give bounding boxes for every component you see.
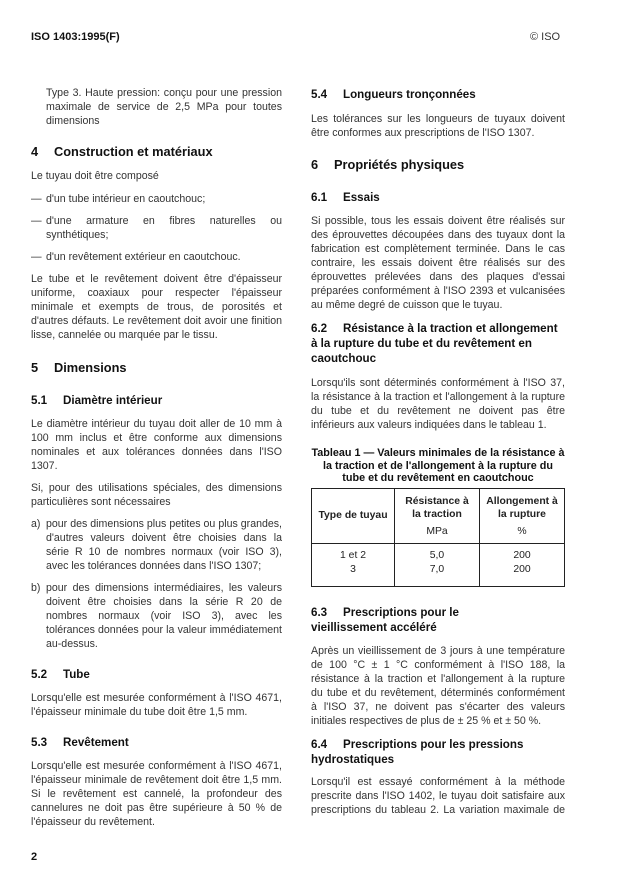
column-header [312,488,395,543]
section-4-paragraph: Le tube et le revêtement doivent être d'épaisseur uniforme, coaxiaux pour respecter l'épaisseur minimale et exempts de trous, de porosités et d'autres défauts. Le revêtement doit avoir une finition lisse, cannelée ou marquée par le tissu. [31,273,282,341]
section-5-1-paragraph-1: Le diamètre intérieur du tuyau doit aller de 10 mm à 100 mm inclus et être conforme aux dimensions nominales et aux tolérances données dans l'ISO 1307. [31,418,282,472]
dash-marker: — [31,193,42,205]
dash-marker: — [31,251,42,263]
copyright-notice: © ISO [530,31,561,43]
table-cell: 200 [480,563,565,587]
section-4-intro: Le tuyau doit être composé [31,170,159,182]
table-cell: 5,0 [395,543,480,563]
table-1-caption: Tableau 1 — Valeurs minimales de la résistance à la traction et de l'allongement à la rupture du tube et du revêtement en caoutchouc [311,447,565,484]
section-5-1-paragraph-2: Si, pour des utilisations spéciales, des dimensions particulières sont nécessaires [31,482,282,508]
section-5-2-paragraph: Lorsqu'elle est mesurée conformément à l'ISO 4671, l'épaisseur minimale du tube doit être 1,5 mm. [31,692,282,718]
section-4-heading [31,144,282,159]
column-header-label: Résistance à la traction [405,495,469,520]
section-title: Revêtement [63,736,129,749]
section-5-4-paragraph: Les tolérances sur les longueurs de tuyaux doivent être conformes aux prescriptions de l'ISO 1307. [311,113,565,139]
table-row [312,563,565,587]
column-header [395,488,480,543]
column-unit: % [517,525,527,537]
section-number: 6.4 [311,737,328,751]
list-item [31,250,282,264]
list-item-text: d'une armature en fibres naturelles ou synthétiques; [46,215,282,241]
table-row [312,543,565,563]
section-6-4-heading [311,737,531,767]
section-number: 5.2 [31,668,48,681]
list-item-text: d'un revêtement extérieur en caoutchouc. [46,251,241,263]
section-5-heading [31,360,282,375]
column-header [480,488,565,543]
table-cell: 7,0 [395,563,480,587]
section-number: 6 [311,157,319,172]
section-number: 6.3 [311,605,328,619]
section-6-1-heading [311,190,565,205]
list-item [31,581,282,651]
section-title: Prescriptions pour le vieillissement accéléré [311,605,459,634]
section-5-3-paragraph: Lorsqu'elle est mesurée conformément à l'ISO 4671, l'épaisseur minimale de revêtement doit être 1,5 mm. Si le revêtement est cannelé, la profondeur des cannelures ne doit pas être supérieure à 50 % de l'épaisseur du revêtement. [31,760,282,828]
section-5-3-heading [31,735,282,750]
section-title: Construction et matériaux [54,144,213,159]
section-title: Tube [63,668,90,681]
list-item [31,214,282,242]
section-number: 4 [31,144,39,159]
list-item [31,192,282,206]
section-number: 6.2 [311,322,328,335]
dash-marker: — [31,215,42,227]
column-header-label: Allongement à la rupture [486,495,558,520]
table-cell: 3 [312,563,395,587]
section-title: Longueurs tronçonnées [343,88,476,101]
section-6-3-heading [311,605,531,635]
section-6-2-paragraph: Lorsqu'ils sont déterminés conformément à l'ISO 37, la résistance à la traction et l'allongement à la rupture du tube et du revêtement ne doivent pas être inférieurs aux valeurs indiquées dans le tableau 1. [311,377,565,431]
right-column [311,87,565,817]
section-title: Prescriptions pour les pressions hydrostatiques [311,737,524,766]
section-number: 5 [31,360,39,375]
section-6-1-paragraph: Si possible, tous les essais doivent être réalisés sur des éprouvettes découpées dans des tuyaux dont la fabrication est complètement terminée. Dans le cas contraire, les essais doivent être réalisés sur des éprouvettes prélevées dans des plaques d'essai préparées conformément à l'ISO 2393 et vulcanisées au même degré de cuisson que le tuyau. [311,215,565,311]
section-6-2-heading [311,321,565,366]
section-title: Résistance à la traction et allongement à la rupture du tube et du revêtement en caoutchouc [311,322,558,365]
section-5-2-heading [31,667,282,682]
column-header-label: Type de tuyau [318,510,388,521]
section-number: 5.4 [311,88,328,101]
left-column [31,86,282,863]
column-unit: MPa [426,525,448,537]
section-title: Dimensions [54,360,127,375]
section-6-3-paragraph: Après un vieillissement de 3 jours à une température de 100 °C ± 1 °C conformément à l'ISO 188, la résistance à la traction et l'allongement à la rupture du tube et du revêtement, déterminés conformément à l'ISO 37, ne doivent pas s'écarter des valeurs initiales respectives de plus de ± 25 % et ± 50 %. [311,644,565,727]
document-id: ISO 1403:1995(F) [31,31,120,43]
section-6-heading [311,157,565,172]
section-title: Diamètre intérieur [63,394,163,407]
section-5-4-heading [311,87,565,102]
section-6-4-paragraph: Lorsqu'il est essayé conformément à la méthode prescrite dans l'ISO 1402, le tuyau doit satisfaire aux prescriptions du tableau 2. La variation maximale de [311,775,565,816]
list-item [31,517,282,573]
list-marker: a) [31,518,41,530]
list-item-text: pour des dimensions intermédiaires, les valeurs doivent être choisies dans la série R 20 de nombres normaux (voir ISO 3), avec les tolérances données pour la valeur immédiatement au-dessus. [46,582,282,650]
table-cell: 200 [480,543,565,563]
table-1 [311,488,565,587]
table-cell: 1 et 2 [312,543,395,563]
section-number: 6.1 [311,191,328,204]
section-5-1-heading [31,393,282,408]
section-number: 5.3 [31,736,48,749]
list-marker: b) [31,582,41,594]
section-number: 5.1 [31,394,48,407]
table-header-row [312,488,565,543]
section-title: Propriétés physiques [334,157,465,172]
list-item-text: d'un tube intérieur en caoutchouc; [46,193,206,205]
type3-paragraph: Type 3. Haute pression: conçu pour une pression maximale de service de 2,5 MPa pour toutes dimensions [46,87,282,127]
section-title: Essais [343,191,380,204]
list-item-text: pour des dimensions plus petites ou plus grandes, d'autres valeurs doivent être choisies dans la série R 10 de nombres normaux (voir ISO 3), avec les tolérances données dans l'ISO 1307; [46,518,282,572]
page-number: 2 [31,851,38,863]
